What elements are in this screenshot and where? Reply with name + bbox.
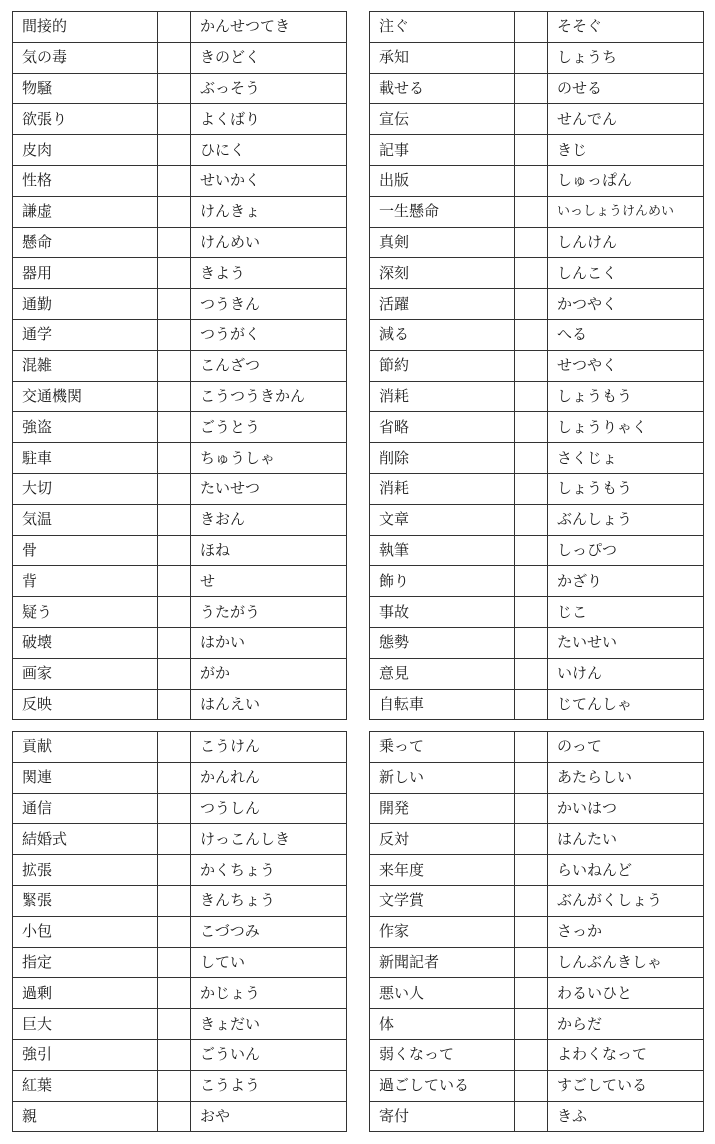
table-row bbox=[13, 104, 347, 135]
kanji-word-cell: 文学賞 bbox=[370, 885, 515, 916]
table-row bbox=[370, 319, 704, 350]
blank-cell bbox=[158, 824, 191, 855]
blank-cell bbox=[515, 597, 548, 628]
kanji-word-cell: 紅葉 bbox=[13, 1070, 158, 1101]
kanji-word-cell: 承知 bbox=[370, 42, 515, 73]
kanji-word-cell: 欲張り bbox=[13, 104, 158, 135]
kanji-word-cell: 間接的 bbox=[13, 12, 158, 43]
reading-cell: よわくなって bbox=[548, 1039, 704, 1070]
reading-cell: ぶんがくしょう bbox=[548, 885, 704, 916]
reading-cell: しっぴつ bbox=[548, 535, 704, 566]
reading-cell: らいねんど bbox=[548, 855, 704, 886]
blank-cell bbox=[158, 885, 191, 916]
table-row bbox=[370, 227, 704, 258]
reading-cell: せいかく bbox=[191, 165, 347, 196]
blank-cell bbox=[158, 855, 191, 886]
table-row bbox=[13, 258, 347, 289]
reading-cell: はかい bbox=[191, 627, 347, 658]
table-row bbox=[13, 412, 347, 443]
table-row bbox=[370, 535, 704, 566]
reading-cell: はんえい bbox=[191, 689, 347, 720]
table-row bbox=[370, 1070, 704, 1101]
kanji-word-cell: 駐車 bbox=[13, 443, 158, 474]
reading-cell: きのどく bbox=[191, 42, 347, 73]
blank-cell bbox=[515, 135, 548, 166]
reading-cell: けんめい bbox=[191, 227, 347, 258]
kanji-word-cell: 作家 bbox=[370, 916, 515, 947]
vocab-table-body bbox=[370, 732, 704, 1132]
kanji-word-cell: 文章 bbox=[370, 504, 515, 535]
reading-cell: きょだい bbox=[191, 1009, 347, 1040]
table-row bbox=[370, 135, 704, 166]
kanji-word-cell: 貢献 bbox=[13, 732, 158, 763]
table-row bbox=[370, 824, 704, 855]
table-row bbox=[13, 658, 347, 689]
blank-cell bbox=[158, 689, 191, 720]
table-row bbox=[13, 916, 347, 947]
table-row bbox=[370, 42, 704, 73]
kanji-word-cell: 気の毒 bbox=[13, 42, 158, 73]
reading-cell: しんぶんきしゃ bbox=[548, 947, 704, 978]
blank-cell bbox=[515, 1009, 548, 1040]
table-row bbox=[13, 1070, 347, 1101]
table-row bbox=[13, 73, 347, 104]
table-row bbox=[13, 824, 347, 855]
blank-cell bbox=[158, 12, 191, 43]
reading-cell: わるいひと bbox=[548, 978, 704, 1009]
table-row bbox=[370, 412, 704, 443]
reading-cell: そそぐ bbox=[548, 12, 704, 43]
kanji-word-cell: 意見 bbox=[370, 658, 515, 689]
blank-cell bbox=[515, 658, 548, 689]
kanji-word-cell: 飾り bbox=[370, 566, 515, 597]
kanji-word-cell: 消耗 bbox=[370, 381, 515, 412]
blank-cell bbox=[158, 135, 191, 166]
kanji-word-cell: 謙虚 bbox=[13, 196, 158, 227]
table-row bbox=[13, 12, 347, 43]
reading-cell: かいはつ bbox=[548, 793, 704, 824]
blank-cell bbox=[515, 1101, 548, 1132]
reading-cell: あたらしい bbox=[548, 762, 704, 793]
blank-cell bbox=[515, 381, 548, 412]
table-row bbox=[370, 627, 704, 658]
table-row bbox=[370, 73, 704, 104]
kanji-word-cell: 反対 bbox=[370, 824, 515, 855]
kanji-word-cell: 節約 bbox=[370, 350, 515, 381]
reading-cell: してい bbox=[191, 947, 347, 978]
blank-cell bbox=[158, 227, 191, 258]
kanji-word-cell: 拡張 bbox=[13, 855, 158, 886]
blank-cell bbox=[158, 350, 191, 381]
kanji-word-cell: 骨 bbox=[13, 535, 158, 566]
kanji-word-cell: 一生懸命 bbox=[370, 196, 515, 227]
reading-cell: のせる bbox=[548, 73, 704, 104]
reading-cell: ごういん bbox=[191, 1039, 347, 1070]
table-row bbox=[370, 350, 704, 381]
reading-cell: かんせつてき bbox=[191, 12, 347, 43]
kanji-word-cell: 体 bbox=[370, 1009, 515, 1040]
blank-cell bbox=[515, 227, 548, 258]
table-row bbox=[13, 1039, 347, 1070]
reading-cell: かざり bbox=[548, 566, 704, 597]
kanji-word-cell: 結婚式 bbox=[13, 824, 158, 855]
table-row bbox=[13, 597, 347, 628]
kanji-word-cell: 大切 bbox=[13, 473, 158, 504]
reading-cell: かじょう bbox=[191, 978, 347, 1009]
kanji-word-cell: 態勢 bbox=[370, 627, 515, 658]
blank-cell bbox=[158, 762, 191, 793]
blank-cell bbox=[158, 978, 191, 1009]
table-row bbox=[370, 732, 704, 763]
kanji-word-cell: 真剣 bbox=[370, 227, 515, 258]
reading-cell: きふ bbox=[548, 1101, 704, 1132]
table-row bbox=[13, 689, 347, 720]
blank-cell bbox=[158, 319, 191, 350]
reading-cell: しゅっぱん bbox=[548, 165, 704, 196]
reading-cell: こうけん bbox=[191, 732, 347, 763]
table-row bbox=[13, 978, 347, 1009]
blank-cell bbox=[515, 732, 548, 763]
reading-cell: つうきん bbox=[191, 289, 347, 320]
table-row bbox=[13, 566, 347, 597]
reading-cell: おや bbox=[191, 1101, 347, 1132]
blank-cell bbox=[158, 412, 191, 443]
kanji-word-cell: 指定 bbox=[13, 947, 158, 978]
table-row bbox=[13, 319, 347, 350]
kanji-word-cell: 背 bbox=[13, 566, 158, 597]
blank-cell bbox=[158, 504, 191, 535]
reading-cell: がか bbox=[191, 658, 347, 689]
blank-cell bbox=[515, 12, 548, 43]
reading-cell: しょうりゃく bbox=[548, 412, 704, 443]
blank-cell bbox=[158, 947, 191, 978]
reading-cell: さくじょ bbox=[548, 443, 704, 474]
blank-cell bbox=[158, 289, 191, 320]
blank-cell bbox=[515, 319, 548, 350]
blank-cell bbox=[158, 258, 191, 289]
kanji-word-cell: 強引 bbox=[13, 1039, 158, 1070]
reading-cell: かつやく bbox=[548, 289, 704, 320]
kanji-word-cell: 削除 bbox=[370, 443, 515, 474]
kanji-word-cell: 疑う bbox=[13, 597, 158, 628]
blank-cell bbox=[158, 658, 191, 689]
kanji-word-cell: 開発 bbox=[370, 793, 515, 824]
blank-cell bbox=[515, 350, 548, 381]
kanji-word-cell: 執筆 bbox=[370, 535, 515, 566]
table-row bbox=[13, 535, 347, 566]
blank-cell bbox=[515, 196, 548, 227]
blank-cell bbox=[515, 504, 548, 535]
table-row bbox=[13, 289, 347, 320]
table-row bbox=[13, 165, 347, 196]
blank-cell bbox=[158, 104, 191, 135]
blank-cell bbox=[515, 947, 548, 978]
table-row bbox=[370, 289, 704, 320]
table-row bbox=[13, 196, 347, 227]
table-row bbox=[370, 104, 704, 135]
blank-cell bbox=[158, 196, 191, 227]
vocab-table-body bbox=[370, 12, 704, 720]
reading-cell: ほね bbox=[191, 535, 347, 566]
blank-cell bbox=[515, 258, 548, 289]
table-row bbox=[370, 916, 704, 947]
table-row bbox=[370, 196, 704, 227]
blank-cell bbox=[515, 412, 548, 443]
blank-cell bbox=[515, 473, 548, 504]
blank-cell bbox=[515, 42, 548, 73]
blank-cell bbox=[515, 793, 548, 824]
blank-cell bbox=[515, 73, 548, 104]
table-row bbox=[370, 504, 704, 535]
kanji-word-cell: 載せる bbox=[370, 73, 515, 104]
reading-cell: けっこんしき bbox=[191, 824, 347, 855]
table-row bbox=[370, 1101, 704, 1132]
blank-cell bbox=[158, 1070, 191, 1101]
blank-cell bbox=[515, 916, 548, 947]
kanji-word-cell: 器用 bbox=[13, 258, 158, 289]
table-row bbox=[13, 885, 347, 916]
vocab-table-bottom-left bbox=[12, 731, 347, 1132]
reading-cell: けんきょ bbox=[191, 196, 347, 227]
kanji-word-cell: 巨大 bbox=[13, 1009, 158, 1040]
kanji-word-cell: 皮肉 bbox=[13, 135, 158, 166]
blank-cell bbox=[158, 42, 191, 73]
reading-cell: こうつうきかん bbox=[191, 381, 347, 412]
table-row bbox=[370, 793, 704, 824]
table-row bbox=[370, 597, 704, 628]
kanji-word-cell: 懸命 bbox=[13, 227, 158, 258]
blank-cell bbox=[158, 597, 191, 628]
table-row bbox=[13, 350, 347, 381]
kanji-word-cell: 小包 bbox=[13, 916, 158, 947]
table-row bbox=[370, 885, 704, 916]
reading-cell: こんざつ bbox=[191, 350, 347, 381]
vocab-table-top-left bbox=[12, 11, 347, 720]
table-row bbox=[370, 1039, 704, 1070]
kanji-word-cell: 省略 bbox=[370, 412, 515, 443]
blank-cell bbox=[515, 627, 548, 658]
kanji-word-cell: 活躍 bbox=[370, 289, 515, 320]
kanji-word-cell: 新聞記者 bbox=[370, 947, 515, 978]
reading-cell: いっしょうけんめい bbox=[548, 196, 704, 227]
kanji-word-cell: 関連 bbox=[13, 762, 158, 793]
table-row bbox=[13, 732, 347, 763]
kanji-word-cell: 通学 bbox=[13, 319, 158, 350]
kanji-word-cell: 悪い人 bbox=[370, 978, 515, 1009]
table-row bbox=[13, 1101, 347, 1132]
kanji-word-cell: 交通機関 bbox=[13, 381, 158, 412]
table-row bbox=[13, 381, 347, 412]
reading-cell: しょうもう bbox=[548, 473, 704, 504]
blank-cell bbox=[158, 1009, 191, 1040]
table-row bbox=[370, 443, 704, 474]
reading-cell: こづつみ bbox=[191, 916, 347, 947]
reading-cell: きおん bbox=[191, 504, 347, 535]
table-row bbox=[13, 473, 347, 504]
blank-cell bbox=[158, 566, 191, 597]
vocab-table-top-right bbox=[369, 11, 704, 720]
table-row bbox=[370, 658, 704, 689]
table-row bbox=[13, 855, 347, 886]
kanji-word-cell: 来年度 bbox=[370, 855, 515, 886]
table-row bbox=[13, 1009, 347, 1040]
kanji-word-cell: 過ごしている bbox=[370, 1070, 515, 1101]
kanji-word-cell: 気温 bbox=[13, 504, 158, 535]
reading-cell: じこ bbox=[548, 597, 704, 628]
blank-cell bbox=[515, 762, 548, 793]
kanji-word-cell: 深刻 bbox=[370, 258, 515, 289]
blank-cell bbox=[515, 824, 548, 855]
reading-cell: かんれん bbox=[191, 762, 347, 793]
kanji-word-cell: 過剰 bbox=[13, 978, 158, 1009]
kanji-word-cell: 強盗 bbox=[13, 412, 158, 443]
kanji-word-cell: 弱くなって bbox=[370, 1039, 515, 1070]
reading-cell: しょうもう bbox=[548, 381, 704, 412]
table-row bbox=[13, 135, 347, 166]
kanji-word-cell: 新しい bbox=[370, 762, 515, 793]
reading-cell: しょうち bbox=[548, 42, 704, 73]
blank-cell bbox=[158, 916, 191, 947]
table-row bbox=[370, 978, 704, 1009]
reading-cell: かくちょう bbox=[191, 855, 347, 886]
blank-cell bbox=[515, 535, 548, 566]
blank-cell bbox=[158, 535, 191, 566]
blank-cell bbox=[515, 289, 548, 320]
reading-cell: せつやく bbox=[548, 350, 704, 381]
vocab-table-body bbox=[13, 12, 347, 720]
blank-cell bbox=[515, 1070, 548, 1101]
kanji-word-cell: 物騒 bbox=[13, 73, 158, 104]
kanji-word-cell: 寄付 bbox=[370, 1101, 515, 1132]
blank-cell bbox=[515, 885, 548, 916]
blank-cell bbox=[515, 104, 548, 135]
blank-cell bbox=[158, 73, 191, 104]
reading-cell: ぶっそう bbox=[191, 73, 347, 104]
reading-cell: はんたい bbox=[548, 824, 704, 855]
table-row bbox=[13, 42, 347, 73]
table-row bbox=[370, 689, 704, 720]
table-row bbox=[13, 947, 347, 978]
table-row bbox=[13, 793, 347, 824]
blank-cell bbox=[158, 793, 191, 824]
blank-cell bbox=[515, 1039, 548, 1070]
reading-cell: すごしている bbox=[548, 1070, 704, 1101]
kanji-word-cell: 乗って bbox=[370, 732, 515, 763]
reading-cell: さっか bbox=[548, 916, 704, 947]
kanji-word-cell: 出版 bbox=[370, 165, 515, 196]
reading-cell: ごうとう bbox=[191, 412, 347, 443]
blank-cell bbox=[515, 689, 548, 720]
reading-cell: いけん bbox=[548, 658, 704, 689]
kanji-word-cell: 注ぐ bbox=[370, 12, 515, 43]
blank-cell bbox=[158, 473, 191, 504]
kanji-word-cell: 自転車 bbox=[370, 689, 515, 720]
blank-cell bbox=[158, 443, 191, 474]
kanji-word-cell: 事故 bbox=[370, 597, 515, 628]
blank-cell bbox=[158, 1101, 191, 1132]
table-row bbox=[370, 12, 704, 43]
blank-cell bbox=[158, 165, 191, 196]
kanji-word-cell: 記事 bbox=[370, 135, 515, 166]
blank-cell bbox=[515, 165, 548, 196]
reading-cell: せ bbox=[191, 566, 347, 597]
table-row bbox=[370, 947, 704, 978]
table-row bbox=[13, 627, 347, 658]
reading-cell: ぶんしょう bbox=[548, 504, 704, 535]
table-row bbox=[370, 381, 704, 412]
reading-cell: よくばり bbox=[191, 104, 347, 135]
blank-cell bbox=[158, 627, 191, 658]
reading-cell: のって bbox=[548, 732, 704, 763]
table-row bbox=[370, 1009, 704, 1040]
kanji-word-cell: 宣伝 bbox=[370, 104, 515, 135]
table-row bbox=[370, 855, 704, 886]
reading-cell: きんちょう bbox=[191, 885, 347, 916]
reading-cell: じてんしゃ bbox=[548, 689, 704, 720]
blank-cell bbox=[515, 855, 548, 886]
reading-cell: しんこく bbox=[548, 258, 704, 289]
kanji-word-cell: 性格 bbox=[13, 165, 158, 196]
table-row bbox=[13, 227, 347, 258]
reading-cell: ひにく bbox=[191, 135, 347, 166]
kanji-word-cell: 減る bbox=[370, 319, 515, 350]
reading-cell: つうがく bbox=[191, 319, 347, 350]
blank-cell bbox=[515, 978, 548, 1009]
reading-cell: からだ bbox=[548, 1009, 704, 1040]
kanji-word-cell: 混雑 bbox=[13, 350, 158, 381]
table-row bbox=[370, 762, 704, 793]
table-row bbox=[370, 566, 704, 597]
reading-cell: うたがう bbox=[191, 597, 347, 628]
table-row bbox=[370, 473, 704, 504]
reading-cell: せんでん bbox=[548, 104, 704, 135]
reading-cell: こうよう bbox=[191, 1070, 347, 1101]
table-row bbox=[13, 443, 347, 474]
blank-cell bbox=[515, 443, 548, 474]
reading-cell: きよう bbox=[191, 258, 347, 289]
reading-cell: ちゅうしゃ bbox=[191, 443, 347, 474]
blank-cell bbox=[158, 381, 191, 412]
blank-cell bbox=[158, 732, 191, 763]
kanji-word-cell: 通信 bbox=[13, 793, 158, 824]
kanji-word-cell: 破壊 bbox=[13, 627, 158, 658]
reading-cell: たいせつ bbox=[191, 473, 347, 504]
reading-cell: きじ bbox=[548, 135, 704, 166]
reading-cell: へる bbox=[548, 319, 704, 350]
blank-cell bbox=[515, 566, 548, 597]
reading-cell: たいせい bbox=[548, 627, 704, 658]
kanji-word-cell: 反映 bbox=[13, 689, 158, 720]
reading-cell: つうしん bbox=[191, 793, 347, 824]
kanji-word-cell: 画家 bbox=[13, 658, 158, 689]
kanji-word-cell: 消耗 bbox=[370, 473, 515, 504]
vocab-table-body bbox=[13, 732, 347, 1132]
kanji-word-cell: 親 bbox=[13, 1101, 158, 1132]
kanji-word-cell: 緊張 bbox=[13, 885, 158, 916]
table-row bbox=[370, 258, 704, 289]
table-row bbox=[370, 165, 704, 196]
table-row bbox=[13, 504, 347, 535]
table-row bbox=[13, 762, 347, 793]
vocab-table-bottom-right bbox=[369, 731, 704, 1132]
reading-cell: しんけん bbox=[548, 227, 704, 258]
blank-cell bbox=[158, 1039, 191, 1070]
kanji-word-cell: 通勤 bbox=[13, 289, 158, 320]
